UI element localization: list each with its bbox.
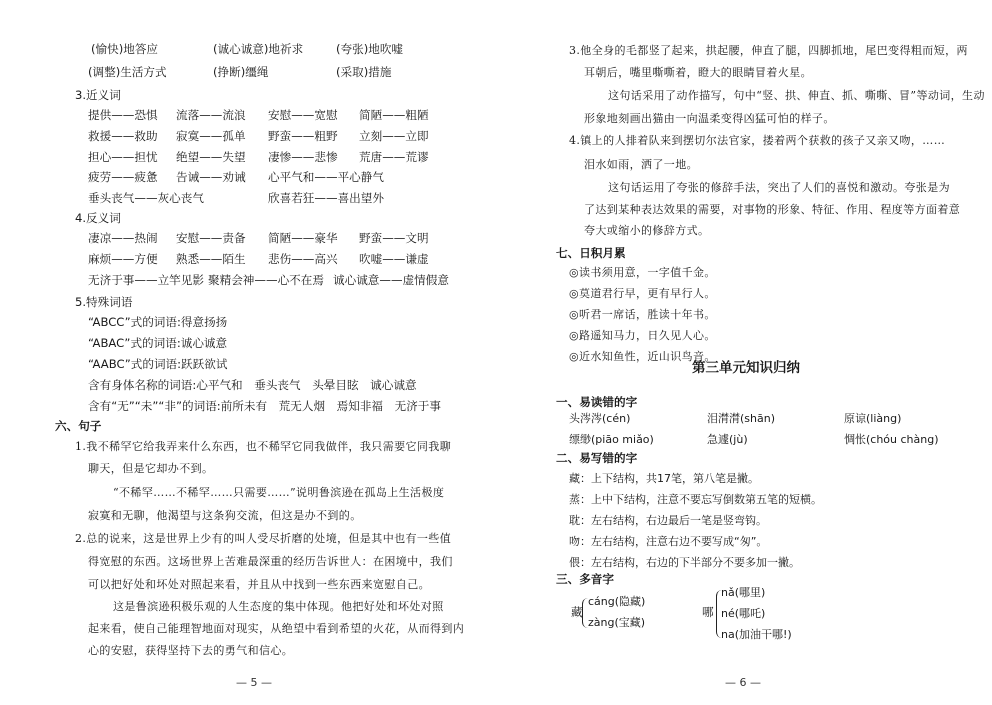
ant-r1-c3: 简陋——豪华 [268,231,338,245]
polyphone-na-reading-2: né(哪吒) [721,607,766,620]
sentence-line-3: “不稀罕……不稀罕……只需要……”说明鲁滨逊在孤岛上生活极度 [113,486,445,499]
example-line-9: 夸大或缩小的修辞方式。 [584,224,710,237]
accumulation-item-4: ◎路遥知马力，日久见人心。 [569,329,716,342]
syn-r3-c1: 担心——担忧 [88,150,158,164]
syn-r3-c4: 荒唐——荒谬 [359,150,429,164]
ant-r1-c2: 安慰——责备 [176,231,246,245]
miswrite-line-2: 蒸：上中下结构，注意不要忘写倒数第五笔的短横。 [569,493,822,506]
unit-title: 第三单元知识归纳 [692,360,800,376]
example-line-3: 这句话采用了动作描写，句中“竖、拱、伸直、抓、嘶嘶、冒”等动词，生动 [608,89,985,102]
syn-r2-c4: 立刻——立即 [359,129,429,143]
phrase-5: (挣断)缰绳 [213,65,269,79]
example-line-7: 这句话运用了夸张的修辞手法，突出了人们的喜悦和激动。夸张是为 [608,181,950,194]
example-line-1: 3.他全身的毛都竖了起来，拱起腰，伸直了腿，四脚抓地，尾巴变得粗而短，两 [569,44,968,57]
miswrite-line-1: 藏：上下结构，共17笔，第八笔是撇。 [569,472,759,485]
miswrite-heading: 二、易写错的字 [556,451,638,465]
sentence-line-8: 这是鲁滨逊积极乐观的人生态度的集中体现。他把好处和坏处对照 [113,600,444,613]
polyphone-char-na: 哪 [702,605,714,619]
special-line-3: “AABC”式的词语:跃跃欲试 [88,357,228,371]
syn-r2-c2: 寂寞——孤单 [176,129,246,143]
phrase-1: (愉快)地答应 [91,42,159,56]
special-line-4: 含有身体名称的词语:心平气和 垂头丧气 头晕目眩 诚心诚意 [88,378,417,392]
sentence-line-9: 起来看，使自己能理智地面对现实，从绝望中看到希望的火花，从而得到内 [88,622,465,635]
special-line-5: 含有“无”“未”“非”的词语:前所未有 荒无人烟 焉知非福 无济于事 [88,399,441,413]
syn-r1-c2: 流落——流浪 [176,108,246,122]
sentence-line-5: 2.总的说来，这是世界上少有的叫人受尽折磨的处境，但是其中也有一些值 [75,532,452,545]
special-line-2: “ABAC”式的词语:诚心诚意 [88,336,228,350]
ant-r3-c3: 诚心诚意——虚情假意 [333,273,449,287]
sentence-line-7: 可以把好处和坏处对照起来看，并且从中找到一些东西来宽慰自己。 [88,578,430,591]
syn-r4-c3: 心平气和——平心静气 [268,170,384,184]
syn-r1-c3: 安慰——宽慰 [268,108,338,122]
polyphone-heading: 三、多音字 [556,572,614,586]
phrase-3: (夸张)地吹嘘 [336,42,404,56]
syn-r5-c3: 欣喜若狂——喜出望外 [268,191,384,205]
example-line-2: 耳朝后，嘴里嘶嘶着，瞪大的眼睛冒着火星。 [584,66,812,79]
miswrite-line-4: 吻：左右结构，注意右边不要写成“匆”。 [569,535,768,548]
misread-r2-c2: 急遽(jù) [707,433,748,446]
ant-r2-c4: 吹嘘——谦虚 [359,252,429,266]
syn-r5-c1: 垂头丧气——灰心丧气 [88,191,204,205]
ant-r2-c1: 麻烦——方便 [88,252,158,266]
synonyms-heading: 3.近义词 [75,88,121,102]
syn-r3-c2: 绝望——失望 [176,150,246,164]
sentences-heading: 六、句子 [55,419,102,433]
polyphone-char-cang: 藏 [571,605,583,619]
misread-heading: 一、易读错的字 [556,395,638,409]
phrase-6: (采取)措施 [336,65,392,79]
miswrite-line-5: 偎：左右结构，右边的下半部分不要多加一撇。 [569,556,800,569]
phrase-2: (诚心诚意)地祈求 [213,42,304,56]
example-line-5: 4.镇上的人排着队来到摆切尔法官家，搂着两个获救的孩子又亲又吻，…… [569,134,946,147]
right-page [496,0,992,705]
ant-r2-c2: 熟悉——陌生 [176,252,246,266]
sentence-line-4: 寂寞和无聊，他渴望与这条狗交流，但这是办不到的。 [88,509,362,522]
polyphone-na-reading-1: nǎ(哪里) [721,586,766,599]
misread-r2-c3: 惆怅(chóu chàng) [844,433,939,446]
sentence-line-1: 1.我不稀罕它给我弄来什么东西，也不稀罕它同我做伴，我只需要它同我聊 [75,440,452,453]
misread-r2-c1: 缥缈(piāo miǎo) [569,433,654,446]
special-line-1: “ABCC”式的词语:得意扬扬 [88,315,228,329]
ant-r3-c2: 聚精会神——心不在焉 [208,273,324,287]
special-heading: 5.特殊词语 [75,295,133,309]
antonyms-heading: 4.反义词 [75,211,121,225]
accumulation-item-3: ◎听君一席话，胜读十年书。 [569,308,716,321]
page-number-left: — 5 — [236,676,272,689]
example-line-8: 了达到某种表达效果的需要，对事物的形象、特征、作用、程度等方面着意 [584,203,961,216]
sentence-line-10: 心的安慰，获得坚持下去的勇气和信心。 [88,644,294,657]
syn-r3-c3: 凄惨——悲惨 [268,150,338,164]
syn-r2-c3: 野蛮——粗野 [268,129,338,143]
page-number-right: — 6 — [725,676,761,689]
misread-r1-c3: 原谅(liàng) [844,412,902,425]
syn-r4-c2: 告诫——劝诫 [176,170,246,184]
example-line-6: 泪水如雨，洒了一地。 [584,158,698,171]
syn-r4-c1: 疲劳——疲惫 [88,170,158,184]
ant-r1-c4: 野蛮——文明 [359,231,429,245]
accumulation-heading: 七、日积月累 [556,246,626,260]
example-line-4: 形象地刻画出猫由一向温柔变得凶猛可怕的样子。 [584,112,835,125]
accumulation-item-1: ◎读书须用意，一字值千金。 [569,266,716,279]
ant-r3-c1: 无济于事——立竿见影 [88,273,204,287]
polyphone-cang-reading-1: cáng(隐藏) [588,595,646,608]
misread-r1-c1: 头涔涔(cén) [569,412,631,425]
ant-r1-c1: 凄凉——热闹 [88,231,158,245]
sentence-line-2: 聊天，但是它却办不到。 [88,462,214,475]
syn-r1-c4: 简陋——粗陋 [359,108,429,122]
ant-r2-c3: 悲伤——高兴 [268,252,338,266]
syn-r2-c1: 救援——救助 [88,129,158,143]
phrase-4: (调整)生活方式 [88,65,167,79]
accumulation-item-2: ◎莫道君行早，更有早行人。 [569,287,716,300]
polyphone-cang-reading-2: zàng(宝藏) [588,616,646,629]
polyphone-na-reading-3: na(加油干哪!) [721,628,792,641]
syn-r1-c1: 提供——恐惧 [88,108,158,122]
sentence-line-6: 得宽慰的东西。这场世界上苦难最深重的经历告诉世人：在困境中，我们 [88,555,453,568]
accumulation-item-5: ◎近水知鱼性，近山识鸟音。 [569,350,716,363]
miswrite-line-3: 耽：左右结构，右边最后一笔是竖弯钩。 [569,514,767,527]
misread-r1-c2: 泪潸潸(shān) [707,412,775,425]
